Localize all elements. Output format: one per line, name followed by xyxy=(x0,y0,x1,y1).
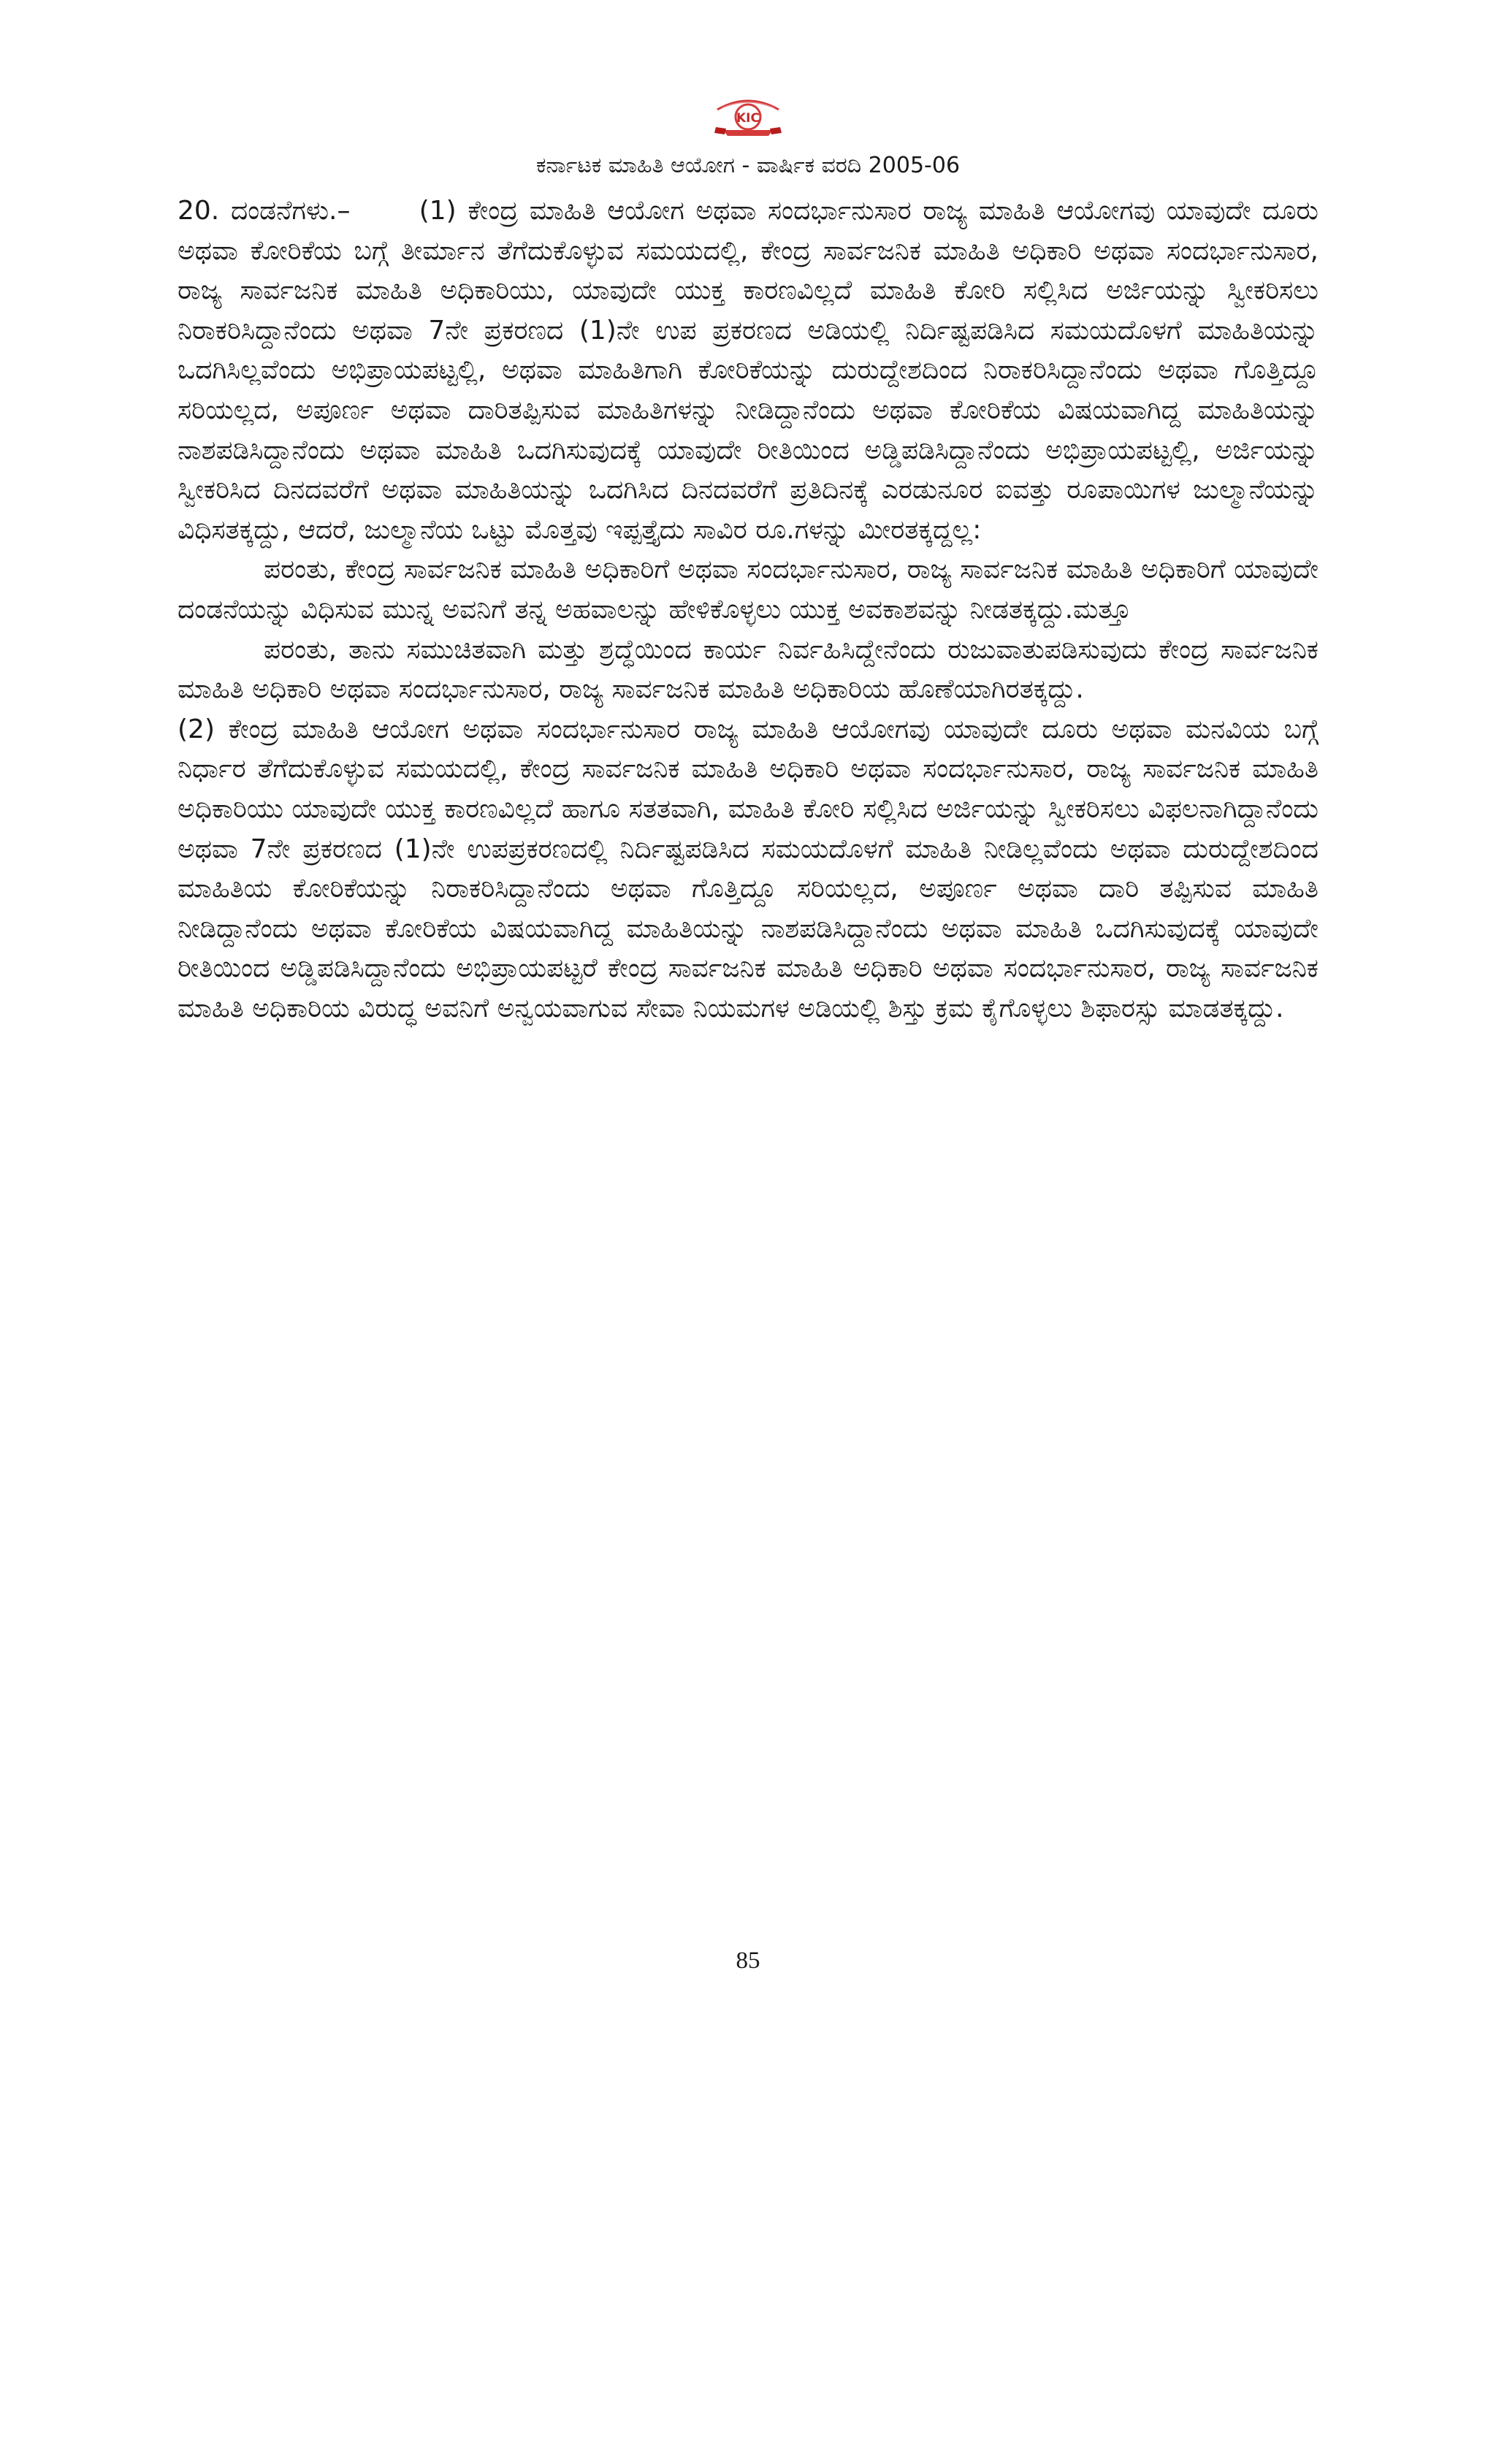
paragraph-1: (1) ಕೇಂದ್ರ ಮಾಹಿತಿ ಆಯೋಗ ಅಥವಾ ಸಂದರ್ಭಾನುಸಾರ ರಾಜ್ಯ ಮಾಹಿತಿ ಆಯೋಗವು ಯಾವುದೇ ದೂರು ಅಥವಾ ಕೋರಿಕೆಯ ಬಗ್ಗೆ ತೀರ್ಮಾನ ತೆಗೆದುಕೊಳ್ಳುವ ಸಮಯದಲ್ಲಿ, ಕೇಂದ್ರ ಸಾರ್ವಜನಿಕ ಮಾಹಿತಿ ಅಧಿಕಾರಿ ಅಥವಾ ಸಂದರ್ಭಾನುಸಾರ, ರಾಜ್ಯ ಸಾರ್ವಜನಿಕ ಮಾಹಿತಿ ಅಧಿಕಾರಿಯು, ಯಾವುದೇ ಯುಕ್ತ ಕಾರಣವಿಲ್ಲದೆ ಮಾಹಿತಿ ಕೋರಿ ಸಲ್ಲಿಸಿದ ಅರ್ಜಿಯನ್ನು ಸ್ವೀಕರಿಸಲು ನಿರಾಕರಿಸಿದ್ದಾನೆಂದು ಅಥವಾ 7ನೇ ಪ್ರಕರಣದ (1)ನೇ ಉಪ ಪ್ರಕರಣದ ಅಡಿಯಲ್ಲಿ ನಿರ್ದಿಷ್ಟಪಡಿಸಿದ ಸಮಯದೊಳಗೆ ಮಾಹಿತಿಯನ್ನು ಒದಗಿಸಿಲ್ಲವೆಂದು ಅಭಿಪ್ರಾಯಪಟ್ಟಲ್ಲಿ, ಅಥವಾ ಮಾಹಿತಿಗಾಗಿ ಕೋರಿಕೆಯನ್ನು ದುರುದ್ದೇಶದಿಂದ ನಿರಾಕರಿಸಿದ್ದಾನೆಂದು ಅಥವಾ ಗೊತ್ತಿದ್ದೂ ಸರಿಯಲ್ಲದ, ಅಪೂರ್ಣ ಅಥವಾ ದಾರಿತಪ್ಪಿಸುವ ಮಾಹಿತಿಗಳನ್ನು ನೀಡಿದ್ದಾನೆಂದು ಅಥವಾ ಕೋರಿಕೆಯ ವಿಷಯವಾಗಿದ್ದ ಮಾಹಿತಿಯನ್ನು ನಾಶಪಡಿಸಿದ್ದಾನೆಂದು ಅಥವಾ ಮಾಹಿತಿ ಒದಗಿಸುವುದಕ್ಕೆ ಯಾವುದೇ ರೀತಿಯಿಂದ ಅಡ್ಡಿಪಡಿಸಿದ್ದಾನೆಂದು ಅಭಿಪ್ರಾಯಪಟ್ಟಲ್ಲಿ, ಅರ್ಜಿಯನ್ನು ಸ್ವೀಕರಿಸಿದ ದಿನದವರೆಗೆ ಅಥವಾ ಮಾಹಿತಿಯನ್ನು ಒದಗಿಸಿದ ದಿನದವರೆಗೆ ಪ್ರತಿದಿನಕ್ಕೆ ಎರಡುನೂರ ಐವತ್ತು ರೂಪಾಯಿಗಳ ಜುಲ್ಮಾನೆಯನ್ನು ವಿಧಿಸತಕ್ಕದ್ದು, ಆದರೆ, ಜುಲ್ಮಾನೆಯ ಒಟ್ಟು ಮೊತ್ತವು ಇಪ್ಪತ್ತೈದು ಸಾವಿರ ರೂ.ಗಳನ್ನು ಮೀರತಕ್ಕದ್ದಲ್ಲ: xyxy=(178,196,1318,545)
subsection-1 xyxy=(178,191,1318,550)
kic-logo xyxy=(710,94,786,139)
section-heading: 20. ದಂಡನೆಗಳು.– xyxy=(178,196,351,226)
page-number: 85 xyxy=(736,1948,760,1974)
proviso-2: ಪರಂತು, ತಾನು ಸಮುಚಿತವಾಗಿ ಮತ್ತು ಶ್ರದ್ಧೆಯಿಂದ ಕಾರ್ಯ ನಿರ್ವಹಿಸಿದ್ದೇನೆಂದು ರುಜುವಾತುಪಡಿಸುವುದು ಕೇಂದ್ರ ಸಾರ್ವಜನಿಕ ಮಾಹಿತಿ ಅಧಿಕಾರಿ ಅಥವಾ ಸಂದರ್ಭಾನುಸಾರ, ರಾಜ್ಯ ಸಾರ್ವಜನಿಕ ಮಾಹಿತಿ ಅಧಿಕಾರಿಯ ಹೊಣೆಯಾಗಿರತಕ್ಕದ್ದು. xyxy=(178,634,1318,705)
proviso-1: ಪರಂತು, ಕೇಂದ್ರ ಸಾರ್ವಜನಿಕ ಮಾಹಿತಿ ಅಧಿಕಾರಿಗೆ ಅಥವಾ ಸಂದರ್ಭಾನುಸಾರ, ರಾಜ್ಯ ಸಾರ್ವಜನಿಕ ಮಾಹಿತಿ ಅಧಿಕಾರಿಗೆ ಯಾವುದೇ ದಂಡನೆಯನ್ನು ವಿಧಿಸುವ ಮುನ್ನ ಅವನಿಗೆ ತನ್ನ ಅಹವಾಲನ್ನು ಹೇಳಿಕೊಳ್ಳಲು ಯುಕ್ತ ಅವಕಾಶವನ್ನು ನೀಡತಕ್ಕದ್ದು.ಮತ್ತೂ xyxy=(178,554,1318,625)
section-body xyxy=(178,191,1318,1029)
subsection-2: (2) ಕೇಂದ್ರ ಮಾಹಿತಿ ಆಯೋಗ ಅಥವಾ ಸಂದರ್ಭಾನುಸಾರ ರಾಜ್ಯ ಮಾಹಿತಿ ಆಯೋಗವು ಯಾವುದೇ ದೂರು ಅಥವಾ ಮನವಿಯ ಬಗ್ಗೆ ನಿರ್ಧಾರ ತೆಗೆದುಕೊಳ್ಳುವ ಸಮಯದಲ್ಲಿ, ಕೇಂದ್ರ ಸಾರ್ವಜನಿಕ ಮಾಹಿತಿ ಅಧಿಕಾರಿ ಅಥವಾ ಸಂದರ್ಭಾನುಸಾರ, ರಾಜ್ಯ ಸಾರ್ವಜನಿಕ ಮಾಹಿತಿ ಅಧಿಕಾರಿಯು ಯಾವುದೇ ಯುಕ್ತ ಕಾರಣವಿಲ್ಲದೆ ಹಾಗೂ ಸತತವಾಗಿ, ಮಾಹಿತಿ ಕೋರಿ ಸಲ್ಲಿಸಿದ ಅರ್ಜಿಯನ್ನು ಸ್ವೀಕರಿಸಲು ವಿಫಲನಾಗಿದ್ದಾನೆಂದು ಅಥವಾ 7ನೇ ಪ್ರಕರಣದ (1)ನೇ ಉಪಪ್ರಕರಣದಲ್ಲಿ ನಿರ್ದಿಷ್ಟಪಡಿಸಿದ ಸಮಯದೊಳಗೆ ಮಾಹಿತಿ ನೀಡಿಲ್ಲವೆಂದು ಅಥವಾ ದುರುದ್ದೇಶದಿಂದ ಮಾಹಿತಿಯ ಕೋರಿಕೆಯನ್ನು ನಿರಾಕರಿಸಿದ್ದಾನೆಂದು ಅಥವಾ ಗೊತ್ತಿದ್ದೂ ಸರಿಯಲ್ಲದ, ಅಪೂರ್ಣ ಅಥವಾ ದಾರಿ ತಪ್ಪಿಸುವ ಮಾಹಿತಿ ನೀಡಿದ್ದಾನೆಂದು ಅಥವಾ ಕೋರಿಕೆಯ ವಿಷಯವಾಗಿದ್ದ ಮಾಹಿತಿಯನ್ನು ನಾಶಪಡಿಸಿದ್ದಾನೆಂದು ಅಥವಾ ಮಾಹಿತಿ ಒದಗಿಸುವುದಕ್ಕೆ ಯಾವುದೇ ರೀತಿಯಿಂದ ಅಡ್ಡಿಪಡಿಸಿದ್ದಾನೆಂದು ಅಭಿಪ್ರಾಯಪಟ್ಟರೆ ಕೇಂದ್ರ ಸಾರ್ವಜನಿಕ ಮಾಹಿತಿ ಅಧಿಕಾರಿ ಅಥವಾ ಸಂದರ್ಭಾನುಸಾರ, ರಾಜ್ಯ ಸಾರ್ವಜನಿಕ ಮಾಹಿತಿ ಅಧಿಕಾರಿಯ ವಿರುದ್ಧ ಅವನಿಗೆ ಅನ್ವಯವಾಗುವ ಸೇವಾ ನಿಯಮಗಳ ಅಡಿಯಲ್ಲಿ ಶಿಸ್ತು ಕ್ರಮ ಕೈಗೊಳ್ಳಲು ಶಿಫಾರಸ್ಸು ಮಾಡತಕ್ಕದ್ದು. xyxy=(178,714,1318,1023)
running-header: ಕರ್ನಾಟಕ ಮಾಹಿತಿ ಆಯೋಗ - ವಾರ್ಷಿಕ ವರದಿ 2005-06 xyxy=(535,153,961,178)
logo-text: KIC xyxy=(736,111,760,126)
